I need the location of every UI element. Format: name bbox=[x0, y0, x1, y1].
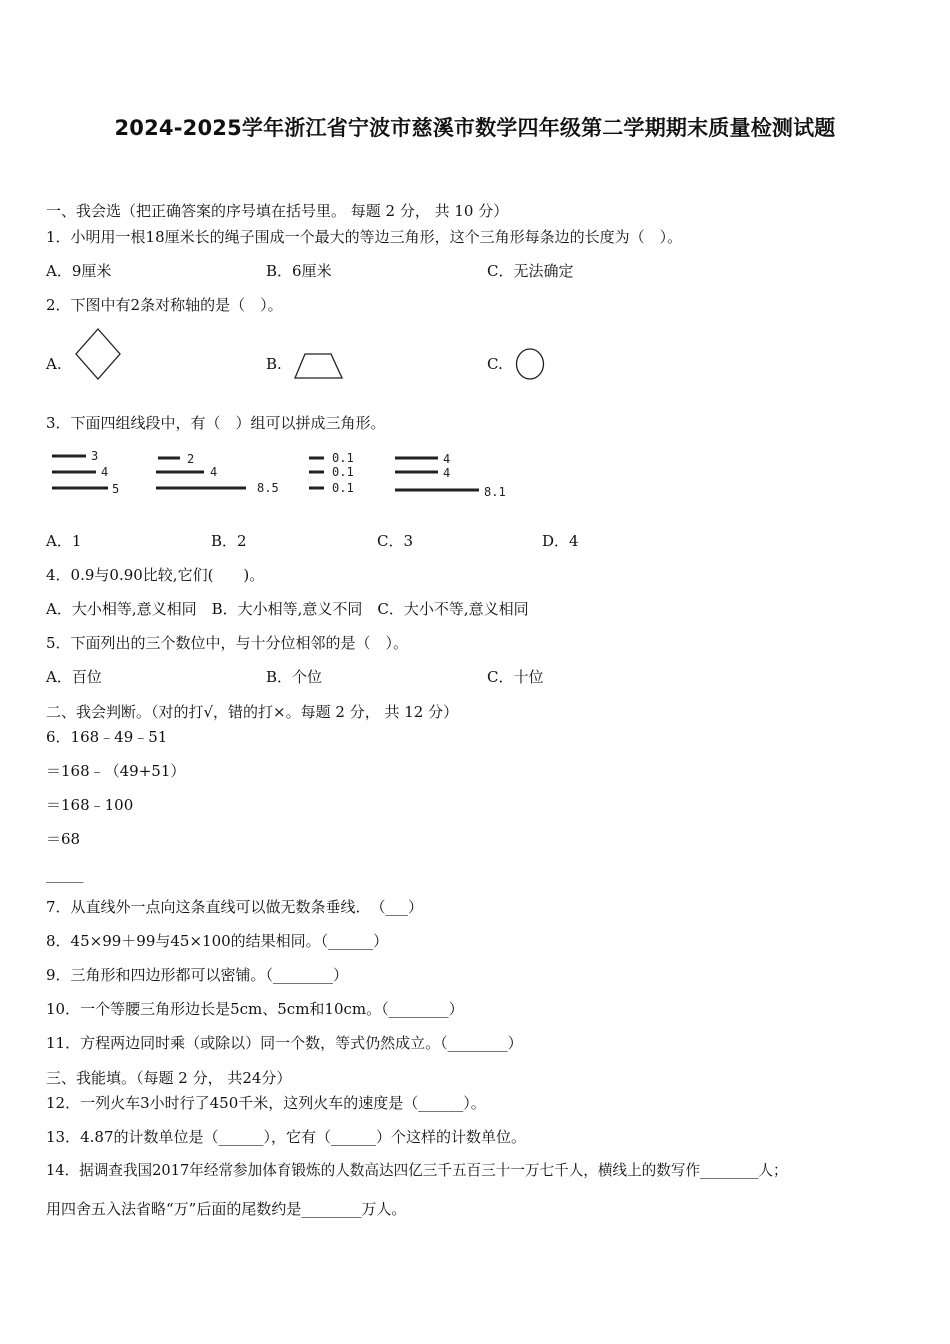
q1-option-b: B．6厘米 bbox=[266, 262, 332, 280]
question-3: 3．下面四组线段中，有（ ）组可以拼成三角形。 bbox=[46, 414, 386, 432]
question-11: 11．方程两边同时乘（或除以）同一个数，等式仍然成立。（________） bbox=[46, 1034, 523, 1052]
segment-label: 0.1 bbox=[332, 481, 354, 495]
segment-label: 5 bbox=[112, 482, 120, 496]
segment-group-3 bbox=[309, 451, 354, 495]
q3-option-d: D．4 bbox=[542, 532, 579, 550]
question-13: 13．4.87的计数单位是（______），它有（______）个这样的计数单位。 bbox=[46, 1128, 526, 1146]
segment-label: 4 bbox=[101, 465, 109, 479]
page-title: 2024-2025学年浙江省宁波市慈溪市数学四年级第二学期期末质量检测试题 bbox=[114, 116, 836, 140]
q1-option-a: A．9厘米 bbox=[46, 262, 112, 280]
segment-label: 0.1 bbox=[332, 451, 354, 465]
question-1: 1．小明用一根18厘米长的绳子围成一个最大的等边三角形，这个三角形每条边的长度为（ ）。 bbox=[46, 228, 683, 246]
section-3-heading: 三、我能填。（每题 2 分， 共24分） bbox=[46, 1069, 292, 1087]
question-5: 5．下面列出的三个数位中，与十分位相邻的是（ ）。 bbox=[46, 634, 409, 652]
q3-option-a: A．1 bbox=[46, 532, 82, 550]
q6-line-3: ＝168﹣100 bbox=[46, 796, 134, 814]
q6-answer-blank: _____ bbox=[46, 865, 84, 883]
q2-option-c: C. bbox=[487, 355, 503, 373]
question-14-line-2: 用四舍五入法省略“万”后面的尾数约是________万人。 bbox=[46, 1200, 407, 1218]
section-1-heading: 一、我会选（把正确答案的序号填在括号里。 每题 2 分， 共 10 分） bbox=[46, 202, 509, 220]
q1-option-c: C．无法确定 bbox=[487, 262, 574, 280]
q6-line-4: ＝68 bbox=[46, 830, 81, 848]
question-10: 10．一个等腰三角形边长是5cm、5cm和10cm。（________） bbox=[46, 1000, 464, 1018]
q5-option-b: B．个位 bbox=[266, 668, 323, 686]
segment-label: 8.1 bbox=[484, 485, 506, 499]
q2-option-a: A. bbox=[46, 355, 62, 373]
segment-group-2 bbox=[156, 452, 279, 495]
segment-label: 4 bbox=[210, 465, 218, 479]
segment-group-4 bbox=[395, 452, 506, 499]
segment-label: 0.1 bbox=[332, 465, 354, 479]
q4-options: A．大小相等,意义相同 B．大小相等,意义不同 C．大小不等,意义相同 bbox=[46, 600, 529, 618]
q6-line-2: ＝168﹣（49+51） bbox=[46, 762, 186, 780]
line-segment-groups-figure bbox=[46, 446, 516, 502]
trapezoid-icon bbox=[293, 352, 345, 380]
q2-option-b: B. bbox=[266, 355, 282, 373]
q3-option-c: C．3 bbox=[377, 532, 414, 550]
segment-label: 2 bbox=[187, 452, 195, 466]
segment-label: 4 bbox=[443, 452, 451, 466]
question-12: 12．一列火车3小时行了450千米，这列火车的速度是（______）。 bbox=[46, 1094, 486, 1112]
q3-option-b: B．2 bbox=[211, 532, 247, 550]
ellipse-icon bbox=[514, 346, 546, 382]
question-9: 9．三角形和四边形都可以密铺。（________） bbox=[46, 966, 349, 984]
q6-line-1: 6．168﹣49﹣51 bbox=[46, 728, 168, 746]
section-2-heading: 二、我会判断。（对的打√，错的打×。每题 2 分， 共 12 分） bbox=[46, 703, 459, 721]
question-7: 7．从直线外一点向这条直线可以做无数条垂线． （___） bbox=[46, 898, 424, 916]
question-2: 2．下图中有2条对称轴的是（ ）。 bbox=[46, 296, 283, 314]
q5-option-c: C．十位 bbox=[487, 668, 544, 686]
segment-label: 4 bbox=[443, 466, 451, 480]
question-4: 4．0.9与0.90比较,它们( )。 bbox=[46, 566, 265, 584]
question-8: 8．45×99＋99与45×100的结果相同。（______） bbox=[46, 932, 389, 950]
q5-option-a: A．百位 bbox=[46, 668, 102, 686]
segment-label: 8.5 bbox=[257, 481, 279, 495]
segment-group-1 bbox=[52, 449, 119, 496]
segment-label: 3 bbox=[91, 449, 99, 463]
diamond-icon bbox=[74, 327, 122, 381]
question-14-line-1: 14．据调查我国2017年经常参加体育锻炼的人数高达四亿三千五百三十一万七千人，横线上的数写作________人； bbox=[46, 1162, 788, 1179]
